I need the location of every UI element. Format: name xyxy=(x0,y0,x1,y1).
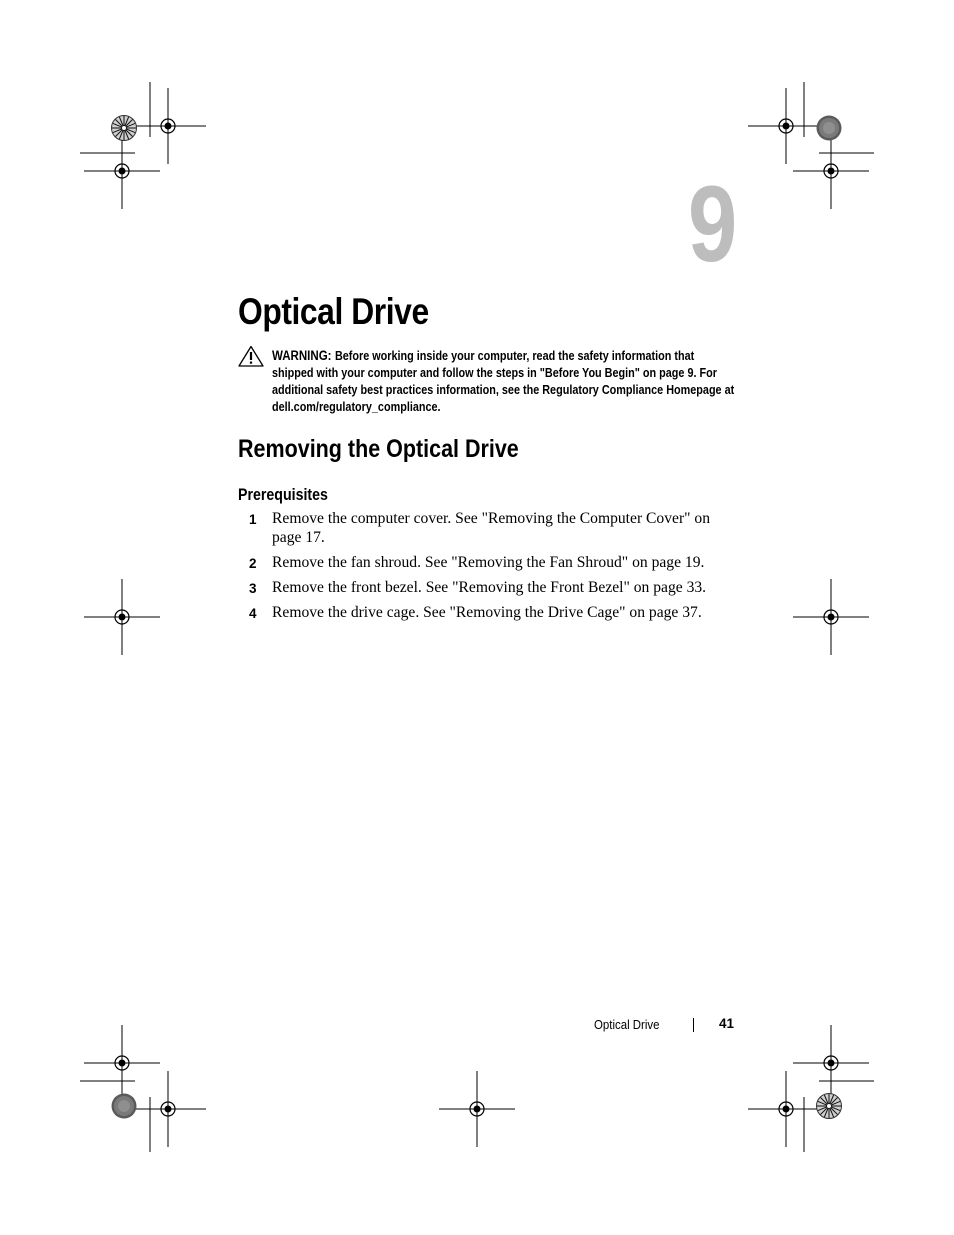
step-number: 2 xyxy=(249,556,257,571)
warning-label: WARNING: xyxy=(272,348,332,363)
step-text: Remove the front bezel. See "Removing the Front Bezel" on page 33. xyxy=(272,579,707,596)
page-number: 41 xyxy=(719,1016,735,1031)
step-number: 1 xyxy=(249,512,257,527)
step-text: Remove the computer cover. See "Removing the Computer Cover" on page 17. xyxy=(272,510,710,546)
prerequisites-heading: Prerequisites xyxy=(238,486,328,504)
step-number: 3 xyxy=(249,581,257,596)
warning-text: Before working inside your computer, read the safety information that shipped with your computer and follow the steps in "Before You Begin" on page 9. For additional safety best practices information, see the Regulatory Compliance Homepage at dell.com/regulatory_compliance. xyxy=(272,349,735,414)
page-title: Optical Drive xyxy=(238,291,429,332)
list-item xyxy=(238,553,738,572)
section-heading: Removing the Optical Drive xyxy=(238,435,519,463)
chapter-number: 9 xyxy=(688,163,738,284)
step-text: Remove the drive cage. See "Removing the Drive Cage" on page 37. xyxy=(272,604,702,621)
warning-triangle-icon xyxy=(238,345,264,367)
list-item xyxy=(238,509,738,547)
list-item xyxy=(238,578,738,597)
step-number: 4 xyxy=(249,606,257,621)
list-item xyxy=(238,603,738,622)
warning-body xyxy=(272,347,736,416)
footer-chapter-title: Optical Drive xyxy=(594,1017,660,1032)
footer-divider xyxy=(693,1018,694,1032)
prerequisites-list xyxy=(238,509,738,628)
step-text: Remove the fan shroud. See "Removing the Fan Shroud" on page 19. xyxy=(272,554,705,571)
